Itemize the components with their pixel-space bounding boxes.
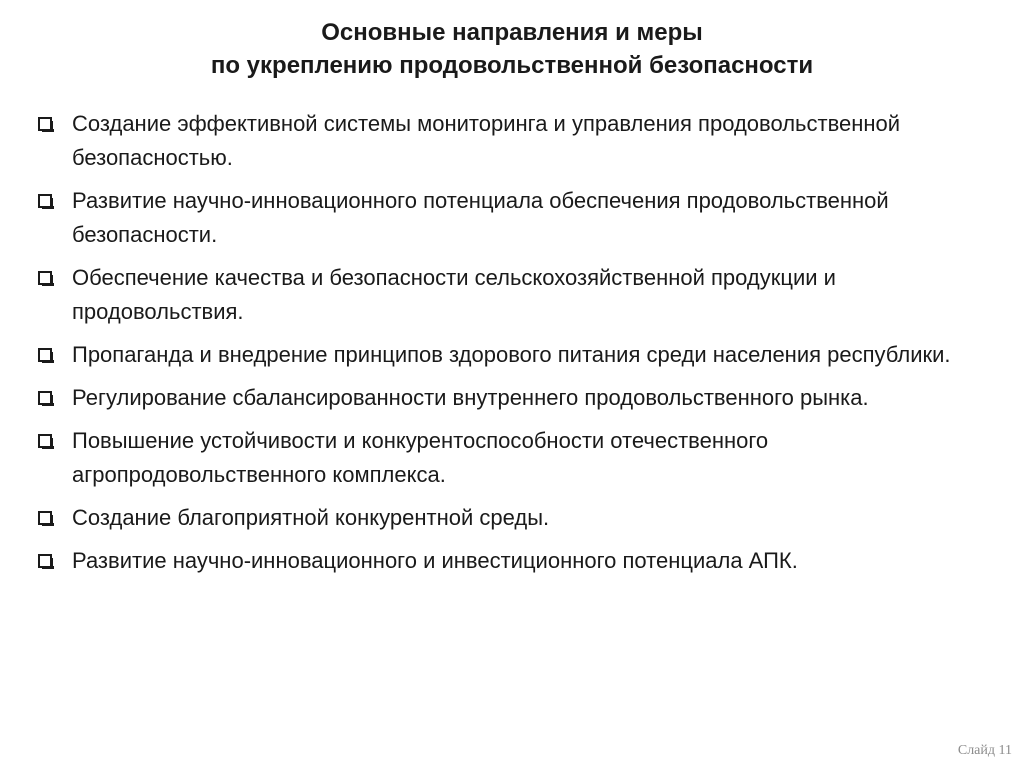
- bullet-list: [38, 107, 998, 587]
- checkbox-icon: [38, 511, 52, 525]
- checkbox-icon: [38, 434, 52, 448]
- bullet-text: Развитие научно-инновационного и инвестиционного потенциала АПК.: [72, 548, 798, 573]
- bullet-item: [38, 261, 998, 329]
- checkbox-icon: [38, 554, 52, 568]
- bullet-text: Развитие научно-инновационного потенциала обеспечения продовольственной безопасности.: [72, 188, 889, 247]
- bullet-text: Обеспечение качества и безопасности сельскохозяйственной продукции и продовольствия.: [72, 265, 836, 324]
- checkbox-icon: [38, 348, 52, 362]
- slide-title: [0, 16, 1024, 82]
- slide-title-line-1: Основные направления и меры: [321, 19, 703, 46]
- bullet-text: Пропаганда и внедрение принципов здорового питания среди населения республики.: [72, 342, 951, 367]
- bullet-text: Создание эффективной системы мониторинга и управления продовольственной безопасностью.: [72, 111, 901, 170]
- bullet-item: [38, 184, 998, 252]
- bullet-item: [38, 424, 998, 492]
- slide-number: Слайд 11: [957, 743, 1012, 758]
- slide-title-line-2: по укреплению продовольственной безопасности: [210, 52, 814, 79]
- bullet-text: Повышение устойчивости и конкурентоспособности отечественного агропродовольственного комплекса.: [72, 428, 769, 487]
- checkbox-icon: [38, 194, 52, 208]
- checkbox-icon: [38, 271, 52, 285]
- bullet-text: Создание благоприятной конкурентной среды.: [72, 505, 550, 530]
- bullet-text: Регулирование сбалансированности внутреннего продовольственного рынка.: [72, 385, 869, 410]
- bullet-item: [38, 107, 998, 175]
- checkbox-icon: [38, 391, 52, 405]
- bullet-item: [38, 381, 998, 415]
- bullet-item: [38, 338, 998, 372]
- bullet-item: [38, 501, 998, 535]
- checkbox-icon: [38, 117, 52, 131]
- bullet-item: [38, 544, 998, 578]
